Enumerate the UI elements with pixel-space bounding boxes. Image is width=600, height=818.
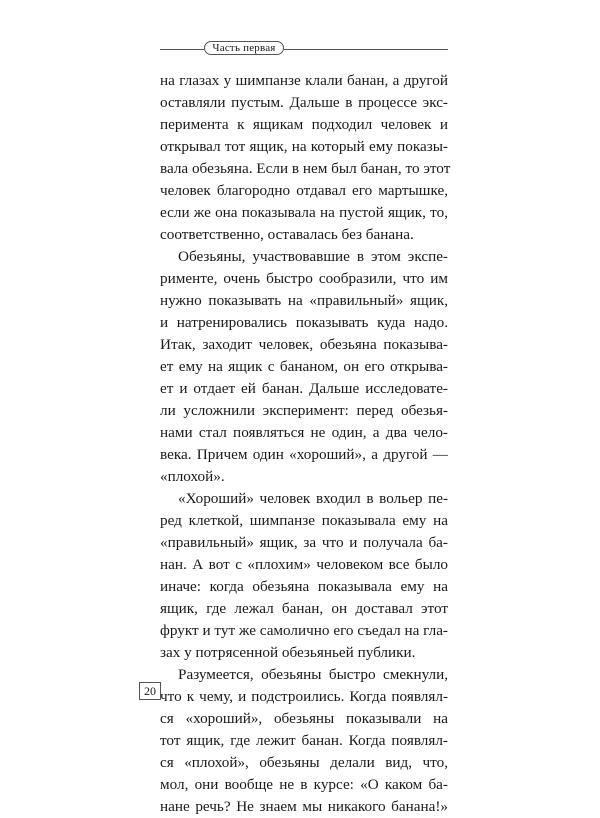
text-line: иначе: когда обезьяна показывала ему на [160,578,448,595]
text-line: фрукт и тут же самолично его съедал на гла- [160,622,448,639]
text-line: «плохой». [160,468,225,485]
text-line: ет и отдает ей банан. Дальше исследовате- [160,380,448,397]
text-line: соответственно, оставалась без банана. [160,226,414,243]
text-line: что к чему, и подстроились. Когда появлял- [160,688,448,705]
text-line: ет ему на ящик с бананом, он его открыва- [160,358,448,375]
paragraph-first-line: Обезьяны, участвовавшие в этом экспе- [178,248,448,265]
text-line: перимента к ящикам подходил человек и [160,116,448,133]
text-line: нами стал появляться не один, а два чело- [160,424,448,441]
text-line: «правильный» ящик, за что и получала ба- [160,534,448,551]
paragraph-first-line: Разумеется, обезьяны быстро смекнули, [178,666,448,683]
text-line: и натренировались показывать куда надо. [160,314,448,331]
text-line: если же она показывала на пустой ящик, то, [160,204,448,221]
text-line: ся «хороший», обезьяны показывали на [160,710,448,727]
text-line: оставляли пустым. Дальше в процессе экс- [160,94,448,111]
text-line: открывал тот ящик, на который ему показы- [160,138,448,155]
text-line: Итак, заходит человек, обезьяна показыва- [160,336,448,353]
text-line: нане речь? Не знаем мы никакого банана!» [160,798,448,815]
header-rule-right [284,49,448,50]
text-line: нан. А вот с «плохим» человеком все было [160,556,448,573]
page-number: 20 [139,682,161,700]
text-line: тот ящик, где лежит банан. Когда появлял- [160,732,448,749]
header-rule-left [160,49,204,50]
text-line: нужно показывать на «правильный» ящик, [160,292,448,309]
text-line: ся «плохой», обезьяны делали вид, что, [160,754,448,771]
running-header [160,42,448,56]
paragraph-first-line: «Хороший» человек входил в вольер пе- [178,490,448,507]
text-line: человек благородно отдавал его мартышке, [160,182,448,199]
text-line: мол, они вообще не в курсе: «О каком ба- [160,776,448,793]
text-line: ящик, где лежал банан, он доставал этот [160,600,448,617]
section-title: Часть первая [204,41,284,55]
body-text [160,70,451,818]
text-line: ред клеткой, шимпанзе показывала ему на [160,512,448,529]
text-line: рименте, очень быстро сообразили, что им [160,270,448,287]
text-line: вала обезьяна. Если в нем был банан, то этот [160,160,451,177]
text-line: века. Причем один «хороший», а другой — [160,446,448,463]
text-line: ли усложнили эксперимент: перед обезья- [160,402,448,419]
text-line: на глазах у шимпанзе клали банан, а другой [160,72,448,89]
text-line: зах у потрясенной обезьяньей публики. [160,644,416,661]
